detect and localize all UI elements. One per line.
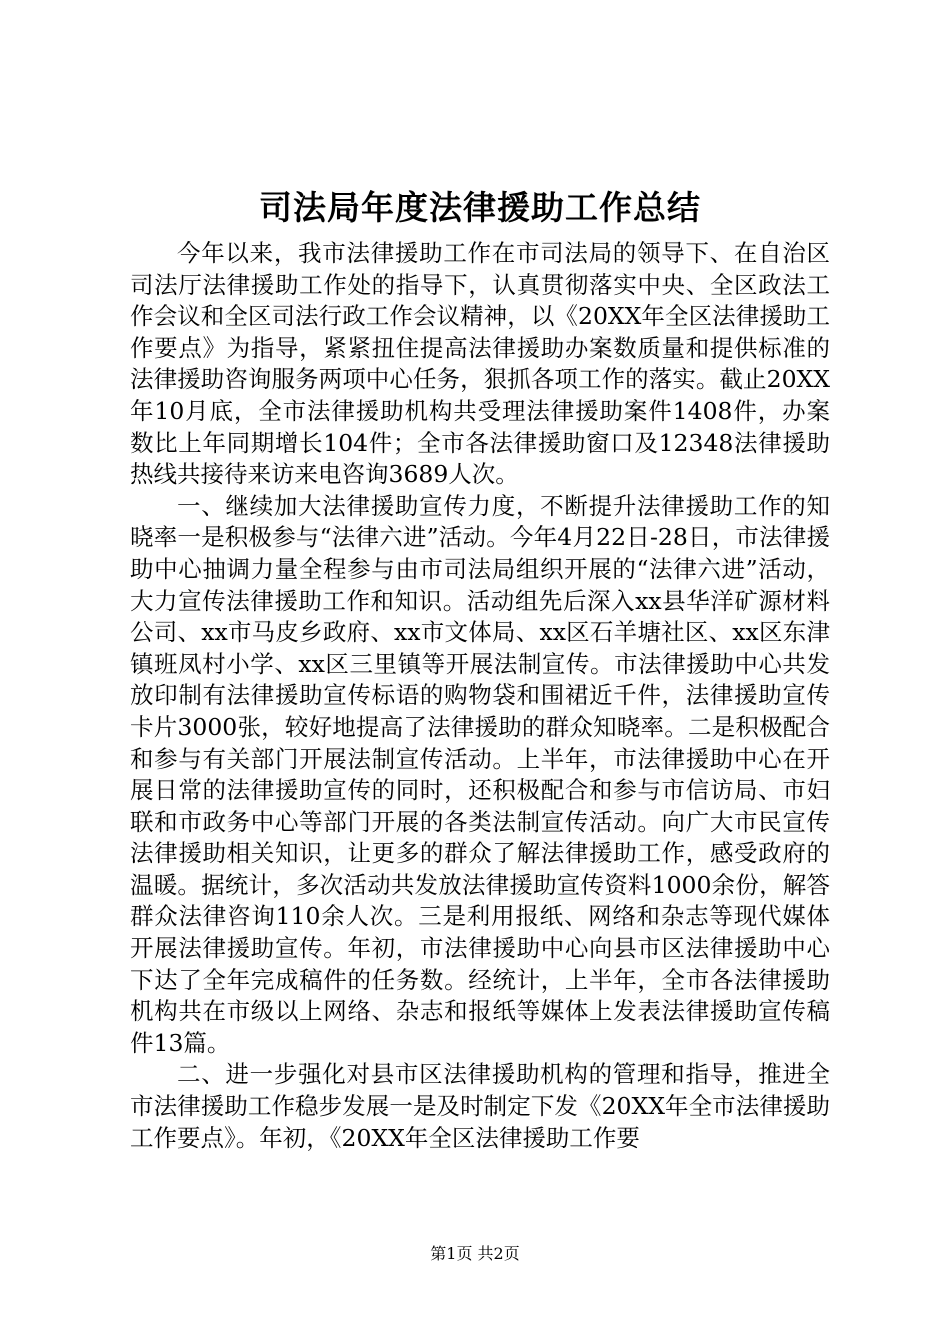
paragraph-intro: 今年以来，我市法律援助工作在市司法局的领导下、在自治区司法厅法律援助工作处的指导下，认真贯彻落实中央、全区政法工作会议和全区司法行政工作会议精神，以《20XX年全区法律援助工作要点》为指导，紧紧扭住提高法律援助办案数质量和提供标准的法律援助咨询服务两项中心任务，狠抓各项工作的落实。截止20XX年10月底，全市法律援助机构共受理法律援助案件1408件，办案数比上年同期增长104件；全市各法律援助窗口及12348法律援助热线共接待来访来电咨询3689人次。	[130, 239, 830, 489]
document-body	[130, 238, 830, 1154]
page-footer: 第1页 共2页	[430, 1244, 520, 1263]
paragraph-section-one: 一、继续加大法律援助宣传力度，不断提升法律援助工作的知晓率一是积极参与“法律六进”活动。今年4月22日-28日，市法律援助中心抽调力量全程参与由市司法局组织开展的“法律六进”活动，大力宣传法律援助工作和知识。活动组先后深入xx县华洋矿源材料公司、xx市马皮乡政府、xx市文体局、xx区石羊塘社区、xx区东津镇班凤村小学、xx区三里镇等开展法制宣传。市法律援助中心共发放印制有法律援助宣传标语的购物袋和围裙近千件，法律援助宣传卡片3000张，较好地提高了法律援助的群众知晓率。二是积极配合和参与有关部门开展法制宣传活动。上半年，市法律援助中心在开展日常的法律援助宣传的同时，还积极配合和参与市信访局、市妇联和市政务中心等部门开展的各类法制宣传活动。向广大市民宣传法律援助相关知识，让更多的群众了解法律援助工作，感受政府的温暖。据统计，多次活动共发放法律援助宣传资料1000余份，解答群众法律咨询110余人次。三是利用报纸、网络和杂志等现代媒体开展法律援助宣传。年初，市法律援助中心向县市区法律援助中心下达了全年完成稿件的任务数。经统计，上半年，全市各法律援助机构共在市级以上网络、杂志和报纸等媒体上发表法律援助宣传稿件13篇。	[130, 491, 830, 1057]
paragraph-section-two: 二、进一步强化对县市区法律援助机构的管理和指导，推进全市法律援助工作稳步发展一是及时制定下发《20XX年全市法律援助工作要点》。年初，《20XX年全区法律援助工作要	[130, 1060, 830, 1152]
document-title: 司法局年度法律援助工作总结	[259, 188, 701, 227]
